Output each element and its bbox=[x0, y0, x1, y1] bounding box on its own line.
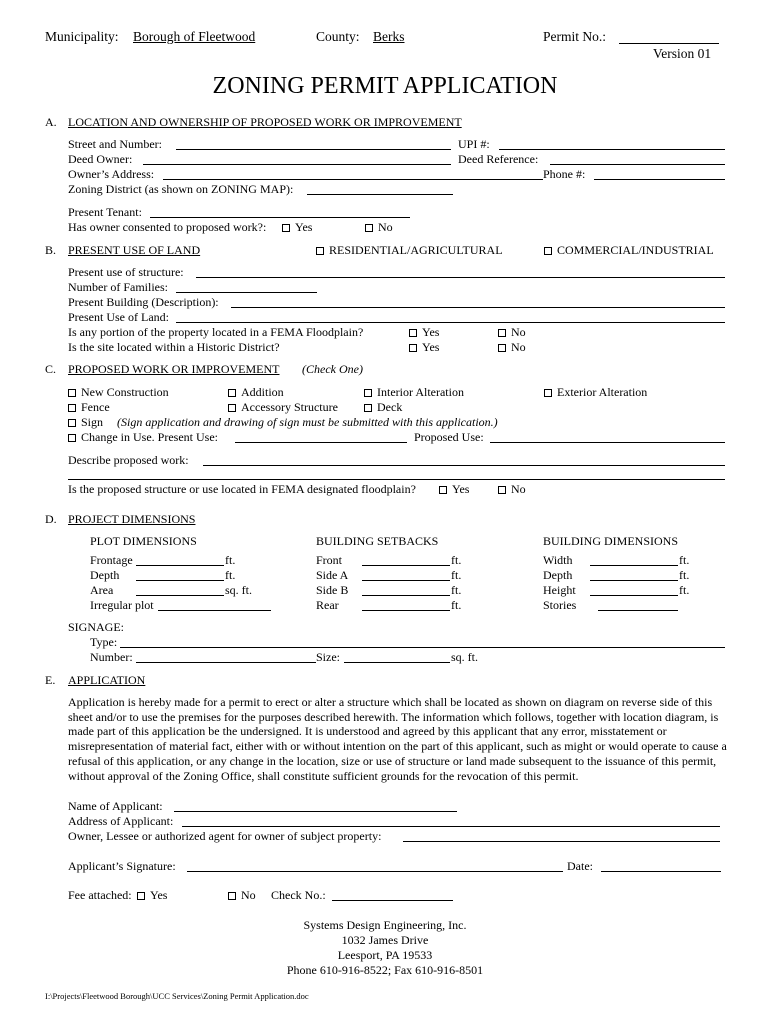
commercial-label: COMMERCIAL/INDUSTRIAL bbox=[557, 243, 714, 257]
fema-floodplain-question: Is any portion of the property located in a FEMA Floodplain? bbox=[68, 325, 364, 339]
checkbox-icon bbox=[282, 224, 290, 232]
number-families-field[interactable] bbox=[176, 292, 317, 293]
checkbox-icon bbox=[364, 389, 372, 397]
present-tenant-label: Present Tenant: bbox=[68, 205, 142, 219]
fema-yes-option[interactable] bbox=[409, 325, 439, 339]
sign-label: Sign bbox=[81, 415, 104, 429]
fema-yes-label: Yes bbox=[422, 325, 440, 339]
section-a-letter: A. bbox=[45, 115, 57, 129]
footer-company: Systems Design Engineering, Inc. bbox=[303, 918, 467, 932]
plot-dimensions-heading: PLOT DIMENSIONS bbox=[90, 534, 197, 548]
section-d-letter: D. bbox=[45, 512, 57, 526]
present-use-structure-label: Present use of structure: bbox=[68, 265, 184, 279]
rear-field[interactable] bbox=[362, 610, 450, 611]
footer-city: Leesport, PA 19533 bbox=[337, 948, 433, 962]
addition-option[interactable] bbox=[228, 385, 284, 399]
consent-yes-label: Yes bbox=[295, 220, 313, 234]
residential-label: RESIDENTIAL/AGRICULTURAL bbox=[329, 243, 503, 257]
owners-address-field[interactable] bbox=[163, 179, 543, 180]
fema-designated-no-label: No bbox=[511, 482, 526, 496]
fence-label: Fence bbox=[81, 400, 110, 414]
height-field[interactable] bbox=[590, 595, 678, 596]
side-b-unit: ft. bbox=[451, 583, 462, 597]
application-statement: Application is hereby made for a permit to erect or alter a structure which shall be located as shown on diagram on reverse side of this sheet and/or to use the premises for the purposes described herewith. The information which follows, together with location diagram, is made part of this application be the undersigned. It is understood and agreed by this applicant that any error, misstatement or misrepresentation of material fact, either with or without intention on the part of this applicant, such as might or would operate to cause a refusal of this application, or any change in the location, size or use of structure or land made subsequent to the issuance of this permit, without approval of the Zoning Office, shall constitute sufficient grounds for the revocation of this permit. bbox=[68, 695, 727, 783]
checkbox-icon bbox=[439, 486, 447, 494]
historic-district-question: Is the site located within a Historic District? bbox=[68, 340, 280, 354]
plot-depth-unit: ft. bbox=[225, 568, 236, 582]
new-construction-option[interactable] bbox=[68, 385, 169, 399]
checkbox-icon bbox=[228, 404, 236, 412]
describe-work-field[interactable] bbox=[203, 465, 725, 466]
checkbox-icon bbox=[409, 344, 417, 352]
applicant-signature-label: Applicant’s Signature: bbox=[68, 859, 176, 873]
area-unit: sq. ft. bbox=[225, 583, 252, 597]
zoning-district-field[interactable] bbox=[307, 194, 453, 195]
checkbox-icon bbox=[498, 344, 506, 352]
applicant-name-field[interactable] bbox=[174, 811, 457, 812]
historic-no-option[interactable] bbox=[498, 340, 526, 354]
deed-owner-field[interactable] bbox=[143, 164, 451, 165]
applicant-signature-field[interactable] bbox=[187, 871, 563, 872]
permit-no-label: Permit No.: bbox=[543, 29, 606, 44]
checkbox-icon bbox=[316, 247, 324, 255]
present-tenant-field[interactable] bbox=[150, 217, 410, 218]
fema-designated-yes-label: Yes bbox=[452, 482, 470, 496]
building-dimensions-heading: BUILDING DIMENSIONS bbox=[543, 534, 678, 548]
side-a-unit: ft. bbox=[451, 568, 462, 582]
historic-no-label: No bbox=[511, 340, 526, 354]
section-d-heading: PROJECT DIMENSIONS bbox=[68, 512, 196, 526]
irregular-plot-field[interactable] bbox=[158, 610, 271, 611]
permit-no-field[interactable] bbox=[619, 43, 719, 44]
front-unit: ft. bbox=[451, 553, 462, 567]
consent-question: Has owner consented to proposed work?: bbox=[68, 220, 267, 234]
fee-yes-option[interactable] bbox=[137, 888, 167, 902]
consent-yes-option[interactable] bbox=[282, 220, 312, 234]
fema-designated-no-option[interactable] bbox=[498, 482, 526, 496]
plot-depth-label: Depth bbox=[90, 568, 120, 582]
present-use-field[interactable] bbox=[235, 442, 407, 443]
irregular-plot-label: Irregular plot bbox=[90, 598, 154, 612]
section-c-heading: PROPOSED WORK OR IMPROVEMENT bbox=[68, 362, 280, 376]
present-use-structure-field[interactable] bbox=[196, 277, 725, 278]
checkbox-icon bbox=[409, 329, 417, 337]
municipality-label: Municipality: bbox=[45, 29, 119, 44]
footer-phone: Phone 610-916-8522; Fax 610-916-8501 bbox=[286, 963, 484, 977]
fema-designated-yes-option[interactable] bbox=[439, 482, 469, 496]
deed-owner-label: Deed Owner: bbox=[68, 152, 133, 166]
proposed-use-field[interactable] bbox=[490, 442, 725, 443]
sign-note: (Sign application and drawing of sign must be submitted with this application.) bbox=[117, 415, 498, 429]
side-b-field[interactable] bbox=[362, 595, 450, 596]
section-b-heading: PRESENT USE OF LAND bbox=[68, 243, 201, 257]
side-b-label: Side B bbox=[316, 583, 349, 597]
county-value[interactable]: Berks bbox=[373, 29, 405, 44]
addition-label: Addition bbox=[241, 385, 284, 399]
exterior-alteration-label: Exterior Alteration bbox=[557, 385, 648, 399]
applicant-name-label: Name of Applicant: bbox=[68, 799, 163, 813]
commercial-option[interactable] bbox=[544, 243, 714, 257]
residential-option[interactable] bbox=[316, 243, 503, 257]
street-number-field[interactable] bbox=[176, 149, 451, 150]
fema-no-label: No bbox=[511, 325, 526, 339]
interior-alteration-option[interactable] bbox=[364, 385, 464, 399]
fee-yes-label: Yes bbox=[150, 888, 168, 902]
historic-yes-label: Yes bbox=[422, 340, 440, 354]
width-unit: ft. bbox=[679, 553, 690, 567]
number-families-label: Number of Families: bbox=[68, 280, 168, 294]
consent-no-option[interactable] bbox=[365, 220, 393, 234]
checkbox-icon bbox=[68, 419, 76, 427]
sign-type-label: Type: bbox=[90, 635, 118, 649]
accessory-structure-label: Accessory Structure bbox=[241, 400, 338, 414]
footer-street: 1032 James Drive bbox=[341, 933, 429, 947]
deck-option[interactable] bbox=[364, 400, 402, 414]
owners-address-label: Owner’s Address: bbox=[68, 167, 155, 181]
date-label: Date: bbox=[567, 859, 593, 873]
sign-size-label: Size: bbox=[316, 650, 340, 664]
front-field[interactable] bbox=[362, 565, 450, 566]
change-in-use-option[interactable] bbox=[68, 430, 218, 444]
county-label: County: bbox=[316, 29, 360, 44]
side-a-label: Side A bbox=[316, 568, 349, 582]
front-label: Front bbox=[316, 553, 343, 567]
street-number-label: Street and Number: bbox=[68, 137, 162, 151]
building-setbacks-heading: BUILDING SETBACKS bbox=[316, 534, 439, 548]
applicant-address-field[interactable] bbox=[182, 826, 720, 827]
fema-designated-question: Is the proposed structure or use located in FEMA designated floodplain? bbox=[68, 482, 416, 496]
sign-number-field[interactable] bbox=[136, 662, 316, 663]
section-e-letter: E. bbox=[45, 673, 56, 687]
present-use-land-field[interactable] bbox=[176, 322, 725, 323]
width-field[interactable] bbox=[590, 565, 678, 566]
checkbox-icon bbox=[364, 404, 372, 412]
checkbox-icon bbox=[544, 389, 552, 397]
plot-depth-field[interactable] bbox=[136, 580, 224, 581]
deed-reference-field[interactable] bbox=[550, 164, 725, 165]
present-building-field[interactable] bbox=[231, 307, 725, 308]
height-label: Height bbox=[543, 583, 576, 597]
frontage-label: Frontage bbox=[90, 553, 133, 567]
checkbox-icon bbox=[137, 892, 145, 900]
check-one-note: (Check One) bbox=[302, 362, 363, 376]
checkbox-icon bbox=[68, 389, 76, 397]
consent-no-label: No bbox=[378, 220, 393, 234]
checkbox-icon bbox=[365, 224, 373, 232]
version-label: Version 01 bbox=[653, 46, 712, 61]
interior-alteration-label: Interior Alteration bbox=[377, 385, 464, 399]
signage-label: SIGNAGE: bbox=[68, 620, 124, 634]
sign-size-unit: sq. ft. bbox=[451, 650, 478, 664]
describe-work-label: Describe proposed work: bbox=[68, 453, 189, 467]
deck-label: Deck bbox=[377, 400, 403, 414]
change-in-use-label: Change in Use. Present Use: bbox=[81, 430, 218, 444]
new-construction-label: New Construction bbox=[81, 385, 169, 399]
deed-reference-label: Deed Reference: bbox=[458, 152, 539, 166]
check-no-field[interactable] bbox=[332, 900, 453, 901]
fee-no-option[interactable] bbox=[228, 888, 256, 902]
upi-field[interactable] bbox=[499, 149, 725, 150]
phone-field[interactable] bbox=[594, 179, 725, 180]
checkbox-icon bbox=[498, 486, 506, 494]
area-field[interactable] bbox=[136, 595, 224, 596]
historic-yes-option[interactable] bbox=[409, 340, 439, 354]
checkbox-icon bbox=[544, 247, 552, 255]
stories-field[interactable] bbox=[598, 610, 678, 611]
check-no-label: Check No.: bbox=[271, 888, 326, 902]
page-title: ZONING PERMIT APPLICATION bbox=[212, 73, 558, 99]
zoning-district-label: Zoning District (as shown on ZONING MAP): bbox=[68, 182, 294, 196]
fema-no-option[interactable] bbox=[498, 325, 526, 339]
upi-label: UPI #: bbox=[458, 137, 490, 151]
height-unit: ft. bbox=[679, 583, 690, 597]
checkbox-icon bbox=[498, 329, 506, 337]
present-use-land-label: Present Use of Land: bbox=[68, 310, 169, 324]
rear-label: Rear bbox=[316, 598, 339, 612]
owner-agent-label: Owner, Lessee or authorized agent for owner of subject property: bbox=[68, 829, 382, 843]
applicant-address-label: Address of Applicant: bbox=[68, 814, 174, 828]
checkbox-icon bbox=[68, 434, 76, 442]
area-label: Area bbox=[90, 583, 114, 597]
section-a-heading: LOCATION AND OWNERSHIP OF PROPOSED WORK OR IMPROVEMENT bbox=[68, 115, 462, 129]
side-a-field[interactable] bbox=[362, 580, 450, 581]
describe-work-field-line-2[interactable] bbox=[68, 479, 725, 480]
section-e-heading: APPLICATION bbox=[68, 673, 146, 687]
building-depth-label: Depth bbox=[543, 568, 573, 582]
sign-number-label: Number: bbox=[90, 650, 133, 664]
phone-label: Phone #: bbox=[543, 167, 586, 181]
municipality-value[interactable]: Borough of Fleetwood bbox=[133, 29, 256, 44]
present-building-label: Present Building (Description): bbox=[68, 295, 219, 309]
fee-attached-label: Fee attached: bbox=[68, 888, 132, 902]
frontage-field[interactable] bbox=[136, 565, 224, 566]
rear-unit: ft. bbox=[451, 598, 462, 612]
proposed-use-label: Proposed Use: bbox=[414, 430, 484, 444]
sign-size-field[interactable] bbox=[344, 662, 450, 663]
stories-label: Stories bbox=[543, 598, 577, 612]
section-c-letter: C. bbox=[45, 362, 57, 376]
checkbox-icon bbox=[68, 404, 76, 412]
building-depth-unit: ft. bbox=[679, 568, 690, 582]
checkbox-icon bbox=[228, 389, 236, 397]
checkbox-icon bbox=[228, 892, 236, 900]
accessory-structure-option[interactable] bbox=[228, 400, 338, 414]
footer-file-path: I:\Projects\Fleetwood Borough\UCC Services\Zoning Permit Application.doc bbox=[45, 991, 309, 1001]
building-depth-field[interactable] bbox=[590, 580, 678, 581]
date-field[interactable] bbox=[601, 871, 721, 872]
section-b-letter: B. bbox=[45, 243, 57, 257]
exterior-alteration-option[interactable] bbox=[544, 385, 647, 399]
sign-option[interactable] bbox=[68, 415, 103, 429]
fee-no-label: No bbox=[241, 888, 256, 902]
width-label: Width bbox=[543, 553, 573, 567]
fence-option[interactable] bbox=[68, 400, 110, 414]
sign-type-field[interactable] bbox=[120, 647, 725, 648]
owner-agent-field[interactable] bbox=[403, 841, 720, 842]
frontage-unit: ft. bbox=[225, 553, 236, 567]
